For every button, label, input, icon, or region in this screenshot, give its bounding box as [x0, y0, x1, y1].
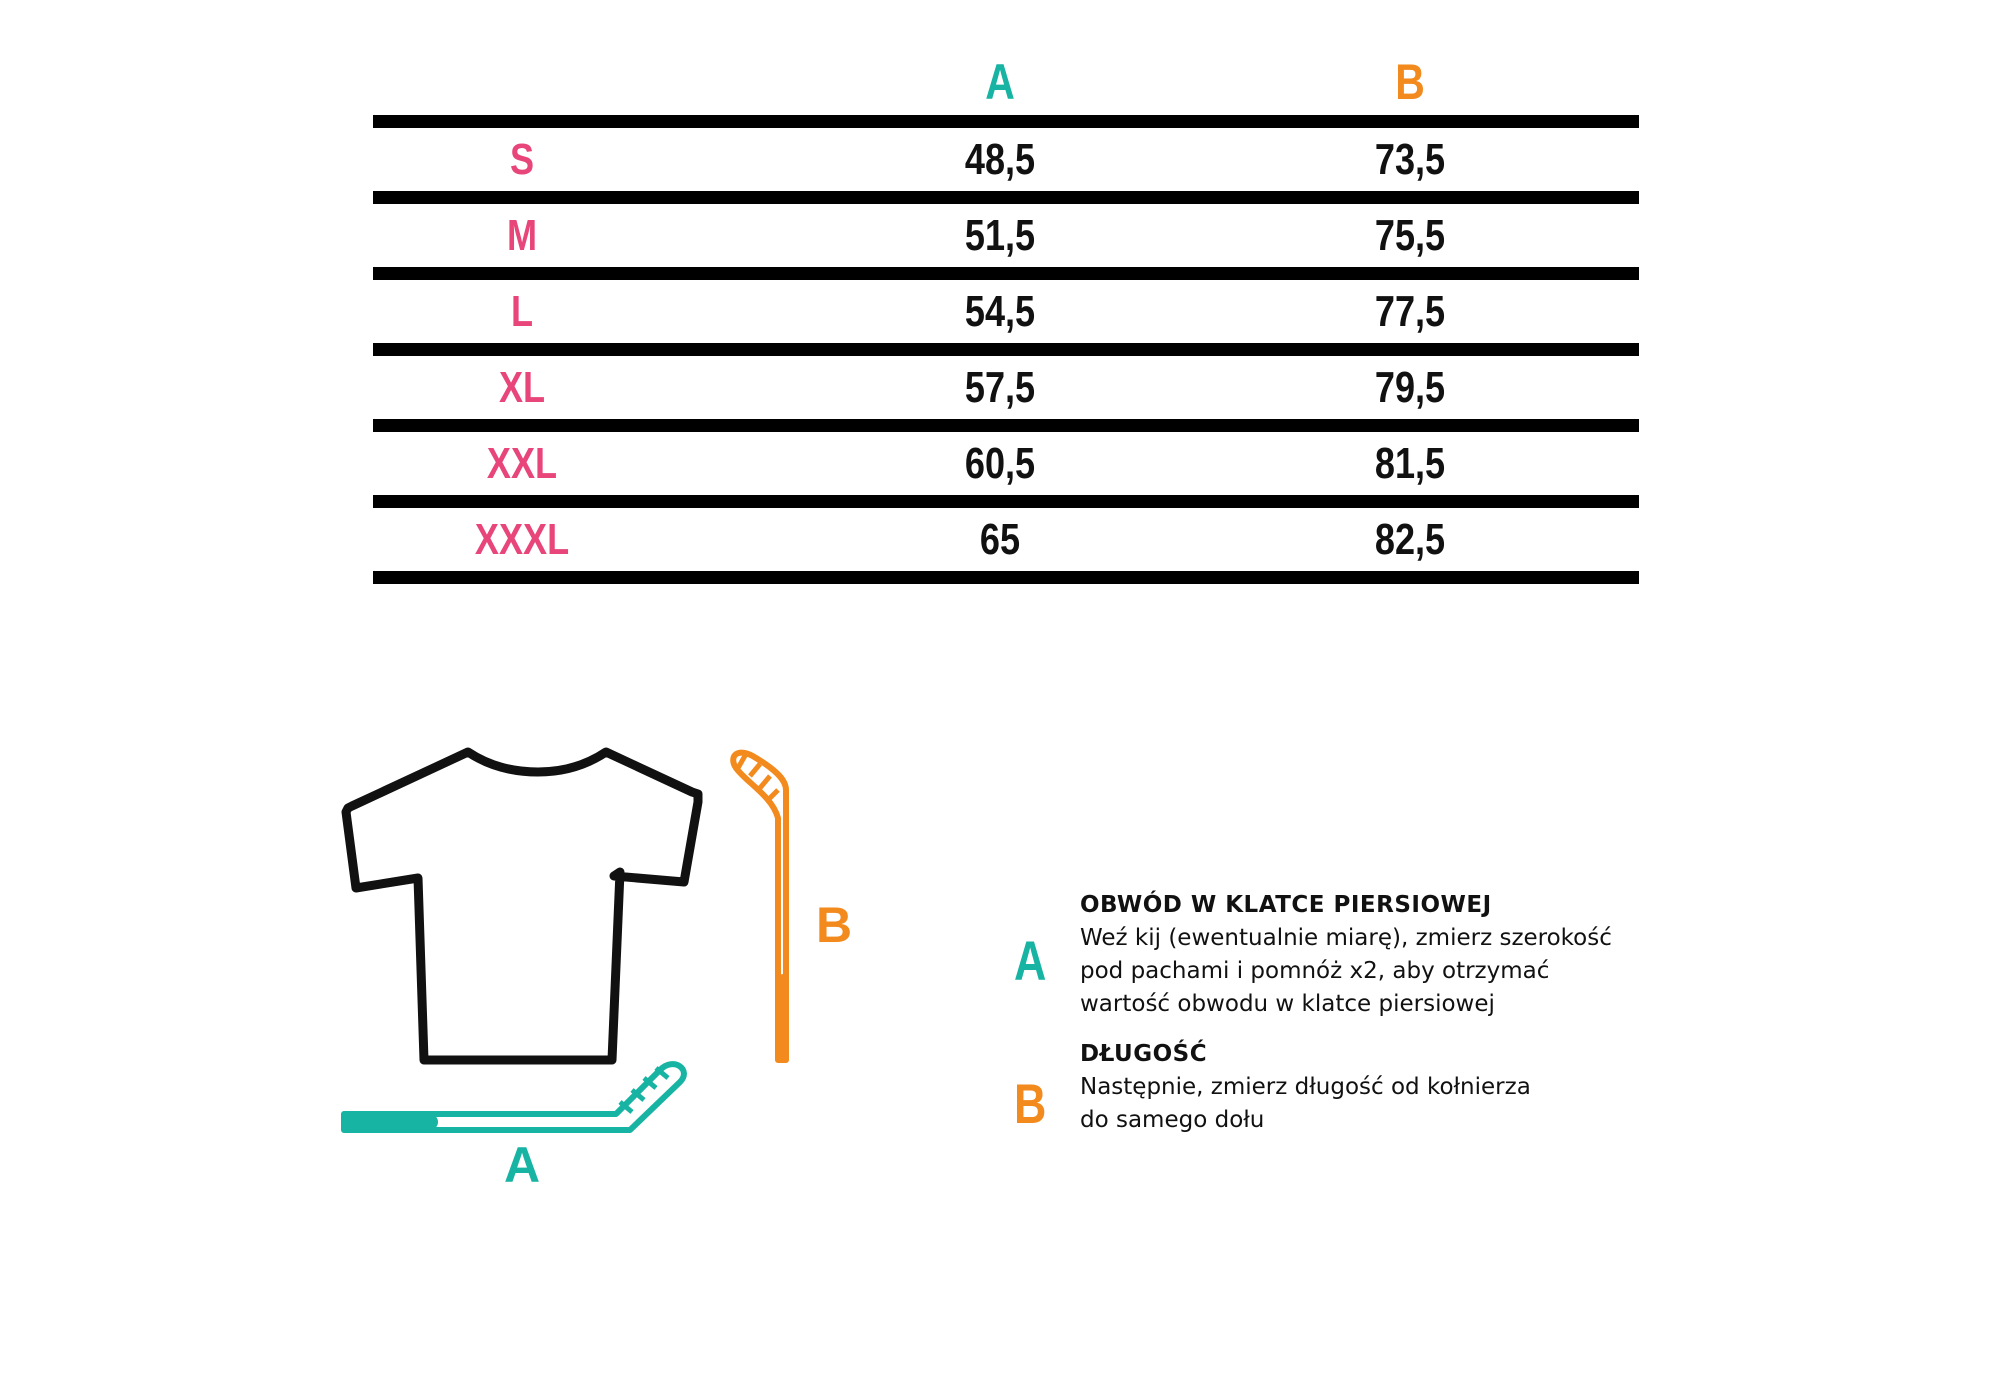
measurement-diagram [320, 730, 853, 1200]
table-divider [373, 267, 1639, 280]
size-label: S [509, 134, 535, 184]
value-a: 48,5 [964, 134, 1036, 184]
hockey-stick-a-icon [342, 1064, 684, 1130]
legend-text-line: pod pachami i pomnóż x2, aby otrzymać [1080, 958, 1550, 984]
size-label: XXL [486, 438, 558, 488]
size-label: M [506, 210, 538, 260]
measurement-legend [1010, 888, 1670, 1153]
value-a: 65 [979, 514, 1021, 564]
diagram-label-a: A [503, 1137, 541, 1193]
size-chart-table [373, 40, 1639, 584]
value-b: 82,5 [1374, 514, 1446, 564]
legend-text-line: Weź kij (ewentualnie miarę), zmierz szerokość [1080, 925, 1612, 951]
legend-title-a: OBWÓD W KLATCE PIERSIOWEJ [1080, 892, 1492, 918]
table-divider [373, 495, 1639, 508]
legend-text-line: Następnie, zmierz długość od kołnierza [1080, 1074, 1531, 1100]
hockey-stick-b-icon [733, 753, 788, 1062]
value-b: 75,5 [1374, 210, 1446, 260]
table-row [373, 280, 1639, 343]
table-divider [373, 343, 1639, 356]
tshirt-icon [346, 752, 698, 1060]
legend-text-line: do samego dołu [1080, 1107, 1265, 1133]
value-b: 79,5 [1374, 362, 1446, 412]
table-row [373, 356, 1639, 419]
legend-text-line: wartość obwodu w klatce piersiowej [1080, 991, 1495, 1017]
table-row [373, 432, 1639, 495]
value-b: 81,5 [1374, 438, 1446, 488]
value-b: 77,5 [1374, 286, 1446, 336]
size-label: XL [498, 362, 546, 412]
value-a: 60,5 [964, 438, 1036, 488]
legend-title-b: DŁUGOŚĆ [1080, 1041, 1208, 1067]
legend-item-a [1010, 888, 1670, 1021]
legend-letter-a: A [1014, 929, 1047, 992]
header-size [424, 40, 621, 119]
value-b: 73,5 [1374, 134, 1446, 184]
table-divider [373, 191, 1639, 204]
table-row [373, 508, 1639, 571]
value-a: 57,5 [964, 362, 1036, 412]
size-label: XXXL [474, 514, 570, 564]
table-header-row [373, 40, 1639, 115]
legend-item-b [1010, 1037, 1670, 1137]
size-label: L [510, 286, 534, 336]
value-a: 54,5 [964, 286, 1036, 336]
header-b: B [1395, 53, 1425, 110]
diagram-label-b: B [815, 897, 853, 953]
table-divider [373, 419, 1639, 432]
header-a: A [985, 53, 1015, 110]
value-a: 51,5 [964, 210, 1036, 260]
table-divider [373, 571, 1639, 584]
legend-letter-b: B [1014, 1072, 1047, 1135]
table-row [373, 204, 1639, 267]
table-row [373, 128, 1639, 191]
